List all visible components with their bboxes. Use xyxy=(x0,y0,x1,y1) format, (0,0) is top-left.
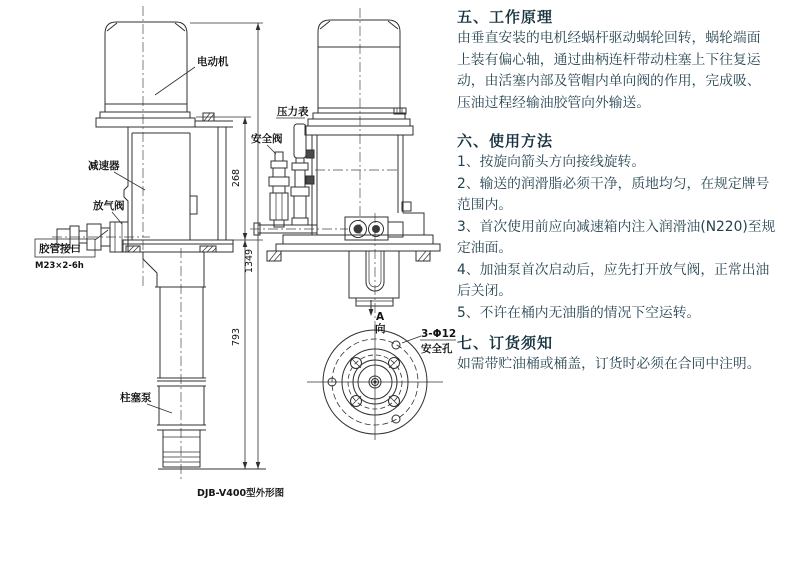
reducer-top-plate xyxy=(195,113,233,127)
body-line: 压油过程经输油胶管向外输送。 xyxy=(457,94,651,111)
body-line: 2、输送的润滑脂必须干净，质地均匀，在规定牌号 xyxy=(457,175,770,192)
body-line: 定油面。 xyxy=(457,240,513,256)
section-usage xyxy=(457,130,799,324)
section-heading: 六、使用方法 xyxy=(457,132,554,150)
body-line: 如需带贮油桶或桶盖，订货时必须在合同中注明。 xyxy=(457,356,761,372)
hose-thread-label: M23×2-6h xyxy=(35,261,84,271)
body-line: 范围内。 xyxy=(457,197,513,213)
reducer-label: 减速器 xyxy=(88,160,120,172)
outlet-ports xyxy=(345,217,403,240)
safety-valve xyxy=(269,152,289,227)
dim-268: 268 xyxy=(231,168,242,188)
body-line: 上装有偏心轴，通过曲柄连杆带动柱塞上下往复运 xyxy=(457,51,761,68)
plunger-pump-label: 柱塞泵 xyxy=(120,392,152,404)
reducer-housing xyxy=(124,127,226,240)
pump-housing-2 xyxy=(306,135,424,235)
view-word-label: 向 xyxy=(375,323,386,335)
hose-port-label: 胶管接口 xyxy=(39,243,81,255)
left-mounting-plate xyxy=(123,240,233,252)
dim-793: 793 xyxy=(231,327,242,347)
body-line: 后关闭。 xyxy=(457,283,513,299)
body-line: 动，由活塞内部及管帽内单向阀的作用，完成吸、 xyxy=(457,73,761,89)
motor-body xyxy=(96,22,195,127)
lower-block xyxy=(349,251,399,306)
body-line: 由垂直安装的电机经蜗杆驱动蜗轮回转，蜗轮端面 xyxy=(457,30,761,46)
body-line: 5、不许在桶内无油脂的情况下空运转。 xyxy=(457,304,701,321)
drawing-caption: DJB-V400型外形图 xyxy=(197,488,285,499)
text-column xyxy=(457,6,799,376)
view-letter-label: A xyxy=(376,311,385,323)
section-heading: 七、订货须知 xyxy=(457,334,554,352)
safety-holes-name-label: 安全孔 xyxy=(421,343,453,355)
motor-label: 电动机 xyxy=(197,56,229,68)
left-view xyxy=(52,6,266,480)
body-line: 4、加油泵首次启动后，应先打开放气阀，正常出油 xyxy=(457,261,770,278)
pressure-gauge xyxy=(291,124,309,225)
safety-valve-label: 安全阀 xyxy=(251,133,283,145)
air-valve-label: 放气阀 xyxy=(93,200,125,212)
section-working-principle xyxy=(457,6,799,114)
side-view xyxy=(250,8,443,440)
mounting-plate-2 xyxy=(267,235,440,261)
dim-1349: 1349 xyxy=(244,248,255,274)
manifold-pipe xyxy=(250,223,348,235)
section-heading: 五、工作原理 xyxy=(457,8,554,26)
section-ordering xyxy=(457,332,799,376)
motor-body-2 xyxy=(305,20,413,135)
body-line: 1、按旋向箭头方向接线旋转。 xyxy=(457,154,646,170)
view-a-arrow xyxy=(369,300,374,316)
pressure-gauge-label: 压力表 xyxy=(277,106,309,118)
safety-holes-spec-label: 3-Φ12 xyxy=(421,328,457,340)
pump-column xyxy=(143,252,206,467)
body-line: 3、首次使用前应向减速箱内注入润滑油(N220)至规 xyxy=(457,218,776,235)
